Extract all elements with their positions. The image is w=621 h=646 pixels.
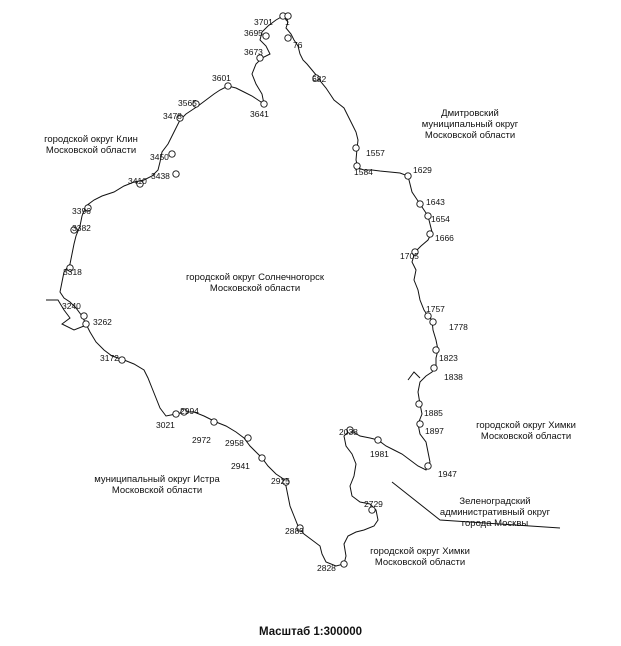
boundary-point-label: 1629 xyxy=(413,165,432,175)
boundary-point-label: 2828 xyxy=(317,563,336,573)
boundary-point-marker xyxy=(405,173,411,179)
scale-label: Масштаб 1:300000 xyxy=(258,626,363,638)
boundary-point-marker xyxy=(81,313,87,319)
boundary-point-marker xyxy=(259,455,265,461)
boundary-point-label: 2941 xyxy=(231,461,250,471)
boundary-point-label: 3318 xyxy=(63,267,82,277)
boundary-point-marker xyxy=(261,101,267,107)
boundary-point-label: 2925 xyxy=(271,476,290,486)
region-zelenograd: Зеленоградский административный округ города Москвы xyxy=(439,496,551,529)
boundary-point-marker xyxy=(119,357,125,363)
boundary-point-marker xyxy=(173,411,179,417)
boundary-point-label: 1823 xyxy=(439,353,458,363)
boundary-point-label: 1584 xyxy=(354,167,373,177)
boundary-point-marker xyxy=(225,83,231,89)
boundary-point-label: 1643 xyxy=(426,197,445,207)
boundary-point-label: 3673 xyxy=(244,47,263,57)
boundary-point-label: 1897 xyxy=(425,426,444,436)
boundary-point-label: 3695 xyxy=(244,28,263,38)
boundary-point-label: 3262 xyxy=(93,317,112,327)
boundary-point-marker xyxy=(430,319,436,325)
boundary-point-marker xyxy=(353,145,359,151)
boundary-point-label: 1838 xyxy=(444,372,463,382)
region-khimki-east: городской округ Химки Московской области xyxy=(476,420,576,442)
boundary-point-label: 3382 xyxy=(72,223,91,233)
boundary-point-marker xyxy=(427,231,433,237)
boundary-point-label: 1885 xyxy=(424,408,443,418)
boundary-point-marker xyxy=(431,365,437,371)
boundary-point-label: 3601 xyxy=(212,73,231,83)
boundary-point-label: 1705 xyxy=(400,251,419,261)
boundary-point-label: 1947 xyxy=(438,469,457,479)
region-center: городской округ Солнечногорск Московской области xyxy=(185,272,325,294)
boundary-point-marker xyxy=(211,419,217,425)
boundary-point-label: 2889 xyxy=(285,526,304,536)
boundary-point-label: 1757 xyxy=(426,304,445,314)
boundary-point-label: 1 xyxy=(285,17,290,27)
boundary-point-label: 1557 xyxy=(366,148,385,158)
boundary-point-label: 3438 xyxy=(151,171,170,181)
region-dmitrov: Дмитровский муниципальный округ Московской области xyxy=(421,108,519,141)
boundary-point-label: 1981 xyxy=(370,449,389,459)
boundary-point-label: 2972 xyxy=(192,435,211,445)
boundary-point-marker xyxy=(245,435,251,441)
boundary-point-marker xyxy=(285,35,291,41)
boundary-point-label: 3565 xyxy=(178,98,197,108)
boundary-point-marker xyxy=(375,437,381,443)
boundary-point-marker xyxy=(169,151,175,157)
boundary-point-label: 1666 xyxy=(435,233,454,243)
boundary-point-marker xyxy=(417,201,423,207)
boundary-point-label: 2958 xyxy=(225,438,244,448)
region-klin: городской округ Клин Московской области xyxy=(44,134,138,156)
boundary-point-label: 3450 xyxy=(150,152,169,162)
boundary-point-marker xyxy=(425,463,431,469)
side-boundary xyxy=(408,372,420,380)
boundary-point-marker xyxy=(83,321,89,327)
boundary-point-label: 3641 xyxy=(250,109,269,119)
boundary-point-label: 3021 xyxy=(156,420,175,430)
boundary-point-label: 1654 xyxy=(431,214,450,224)
boundary-point-marker xyxy=(416,401,422,407)
boundary-point-label: 76 xyxy=(293,40,303,50)
boundary-point-label: 3240 xyxy=(62,301,81,311)
boundary-point-marker xyxy=(417,421,423,427)
boundary-point-label: 1778 xyxy=(449,322,468,332)
boundary-point-label: 2729 xyxy=(364,499,383,509)
region-istra: муниципальный округ Истра Московской области xyxy=(94,474,220,496)
boundary-point-label: 3478 xyxy=(163,111,182,121)
boundary-point-label: 3410 xyxy=(128,176,147,186)
region-khimki-south: городской округ Химки Московской области xyxy=(370,546,470,568)
boundary-point-label: 3172 xyxy=(100,353,119,363)
boundary-point-label: 2038 xyxy=(339,427,358,437)
boundary-point-label: 3396 xyxy=(72,206,91,216)
boundary-point-label: 682 xyxy=(312,74,327,84)
boundary-point-label: 2994 xyxy=(180,406,199,416)
boundary-point-marker xyxy=(173,171,179,177)
boundary-point-marker xyxy=(263,33,269,39)
boundary-point-label: 3701 xyxy=(254,17,273,27)
